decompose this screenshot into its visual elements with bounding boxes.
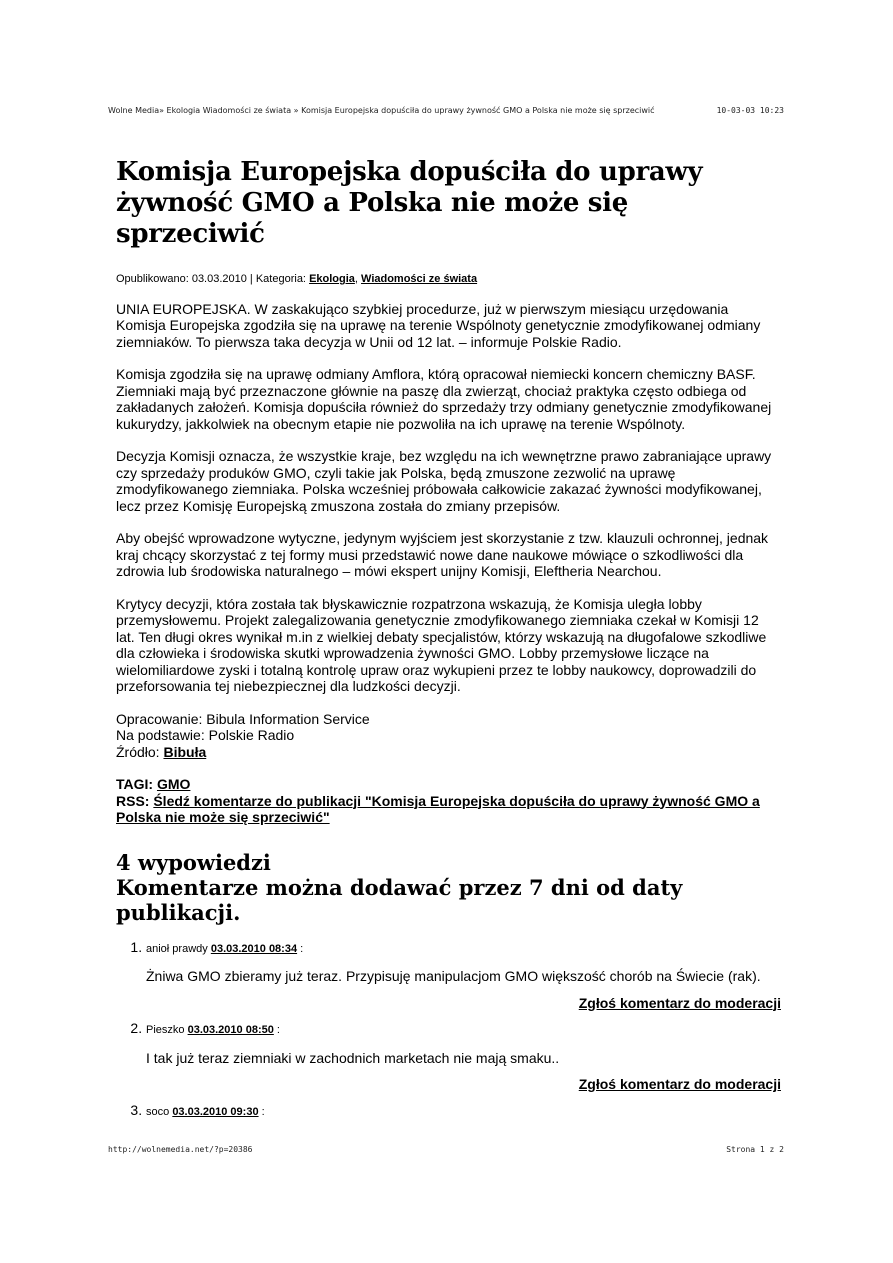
tags-section xyxy=(116,776,781,826)
comment-text: I tak już teraz ziemniaki w zachodnich marketach nie mają smaku.. xyxy=(146,1049,560,1066)
tags-label: TAGI: xyxy=(116,776,157,792)
tag-link-gmo[interactable]: GMO xyxy=(156,776,191,792)
comment-author: Pieszko xyxy=(146,1024,185,1036)
article-paragraph: Krytycy decyzji, która została tak błyskawicznie rozpatrzona wskazują, że Komisja uległa lobby przemysłowemu. Projekt zalegalizowania genetycznie zmodyfikowanego ziemniaka czekał w Komisji 12 lat. Ten długi okres wynikał m.in z wielkiej debaty specjalistów, którzy wskazują na długofalowe szkodliwe dla człowieka i środowiska skutki wprowadzenia żywności GMO. Lobby przemysłowe liczące na wielomiliardowe zyski i totalną kontrolę upraw oraz wykupieni przez te lobby naukowcy, doprowadzili do przeforsowania tej niebezpiecznej dla ludzkości decyzji. xyxy=(116,595,767,694)
comment-item xyxy=(146,1102,781,1121)
tags-line xyxy=(116,776,781,793)
comment-date-link[interactable]: 03.03.2010 08:34 xyxy=(210,942,298,955)
comment-author: soco xyxy=(146,1105,170,1118)
article-meta xyxy=(116,271,781,288)
report-row xyxy=(146,1076,781,1093)
page-title: Komisja Europejska dopuściła do uprawy żywność GMO a Polska nie może się sprzeciwić xyxy=(116,157,703,249)
report-comment-link[interactable]: Zgłoś komentarz do moderacji xyxy=(578,1076,781,1092)
source-link[interactable]: Bibuła xyxy=(163,743,207,760)
article-paragraph: Decyzja Komisji oznacza, że wszystkie kraje, bez względu na ich wewnętrzne prawo zabraniające uprawy czy sprzedaży produków GMO, czyli takie jak Polska, będą zmuszone zezwolić na uprawę zmodyfikowanego ziemniaka. Polska wcześniej próbowała całkowicie zakazać żywności modyfikowanej, lecz przez Komisję Europejską zmuszona została do zmiany przepisów. xyxy=(116,448,772,514)
page-number: Strona 1 z 2 xyxy=(726,1145,784,1154)
report-row xyxy=(146,995,781,1012)
comments-count: 4 wypowiedzi xyxy=(116,849,271,875)
comment-date-link[interactable]: 03.03.2010 09:30 xyxy=(172,1105,259,1118)
article-content xyxy=(116,157,781,1131)
article-paragraph: Aby obejść wprowadzone wytyczne, jedynym wyjściem jest skorzystanie z tzw. klauzuli ochronnej, jednak kraj chcący skorzystać z tej formy musi przedstawić nowe dane naukowe mówiące o szkodliwości dla zdrowia lub środowiska naturalnego – mówi ekspert unijny Komisji, Eleftheria Nearchou. xyxy=(116,530,769,579)
category-separator: , xyxy=(354,273,358,285)
comment-meta: 2. Pieszko 03.03.2010 08:50 : xyxy=(146,1024,280,1036)
breadcrumb: Wolne Media» Ekologia Wiadomości ze świata » Komisja Europejska dopuściła do uprawy żywność GMO a Polska nie może się sprzeciwić xyxy=(108,106,655,115)
comment-meta: 1. anioł prawdy 03.03.2010 08:34 : xyxy=(146,942,304,955)
comment-list xyxy=(116,939,781,1121)
comments-note: Komentarze można dodawać przez 7 dni od daty publikacji. xyxy=(116,874,683,925)
comment-item xyxy=(146,1020,781,1093)
published-label: Opublikowano: 03.03.2010 | Kategoria: xyxy=(116,273,306,285)
rss-line xyxy=(116,793,781,826)
source-label: Źródło: xyxy=(116,743,164,760)
article-paragraph: Komisja zgodziła się na uprawę odmiany Amflora, którą opracował niemiecki koncern chemiczny BASF. Ziemniaki mają być przeznaczone głównie na paszę dla zwierząt, chociaż praktyka często odbiega od zakładanych założeń. Komisja dopuściła również do sprzedaży trzy odmiany genetycznie zmodyfikowanej kukurydzy, jakkolwiek na obecnym etapie nie pozwoliła na ich uprawę na terenie Wspólnoty. xyxy=(116,366,772,432)
report-comment-link[interactable]: Zgłoś komentarz do moderacji xyxy=(578,994,781,1011)
comment-meta: 3. soco 03.03.2010 09:30 : xyxy=(146,1105,265,1118)
print-timestamp: 10-03-03 10:23 xyxy=(716,106,784,115)
credit-based-on: Na podstawie: Polskie Radio xyxy=(116,727,295,743)
category-link-ekologia[interactable]: Ekologia xyxy=(309,273,355,285)
category-link-wiadomosci[interactable]: Wiadomości ze świata xyxy=(361,273,478,285)
comment-item xyxy=(146,939,781,1012)
comments-heading xyxy=(116,850,781,925)
credit-source xyxy=(116,744,781,761)
comment-date-link[interactable]: 03.03.2010 08:50 xyxy=(187,1024,274,1036)
page-url: http://wolnemedia.net/?p=20386 xyxy=(108,1145,253,1154)
rss-label: RSS: xyxy=(116,792,154,809)
comment-text: Żniwa GMO zbieramy już teraz. Przypisuję manipulacjom GMO większość chorób na Świecie (rak). xyxy=(146,968,761,984)
comment-author: anioł prawdy xyxy=(146,942,208,955)
article-credits xyxy=(116,711,781,761)
article-paragraph: UNIA EUROPEJSKA. W zaskakująco szybkiej procedurze, już w pierwszym miesiącu urzędowania Komisja Europejska zgodziła się na uprawę na terenie Wspólnoty genetycznie zmodyfikowanej odmiany ziemniaków. To pierwsza taka decyzja w Unii od 12 lat. – informuje Polskie Radio. xyxy=(116,300,761,350)
credit-prepared-by: Opracowanie: Bibula Information Service xyxy=(116,710,370,727)
rss-comments-link[interactable]: Śledź komentarze do publikacji "Komisja Europejska dopuściła do uprawy żywność GMO a Polska nie może się sprzeciwić" xyxy=(116,792,760,825)
